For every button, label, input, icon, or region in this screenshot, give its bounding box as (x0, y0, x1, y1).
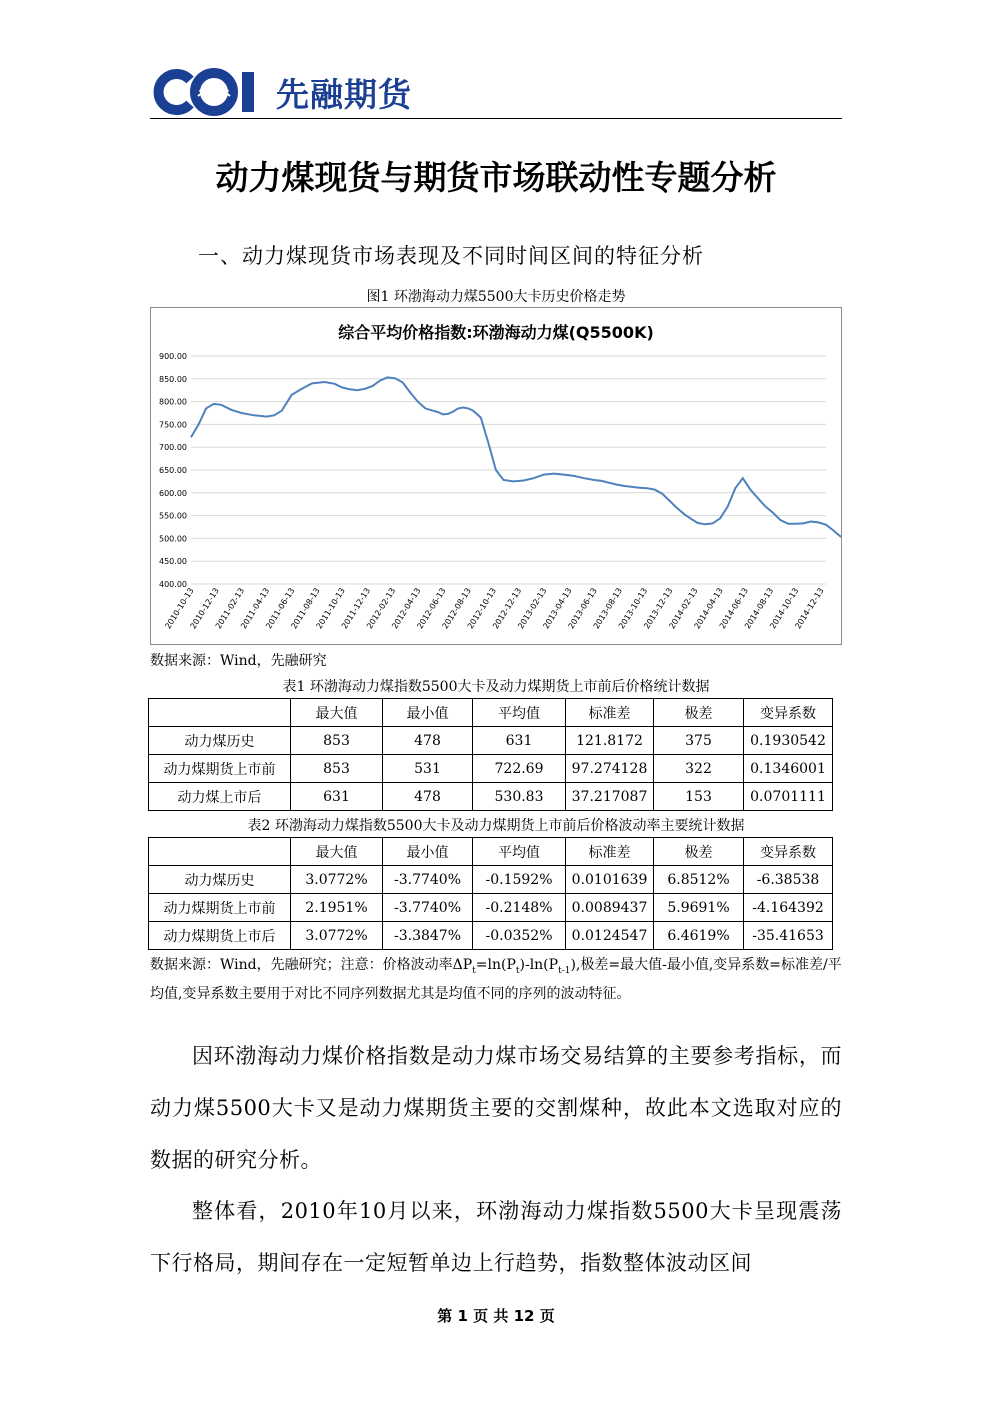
table-cell: -3.7740% (383, 866, 473, 894)
table-header-cell: 最大值 (291, 838, 383, 866)
table-cell: 375 (654, 727, 744, 755)
x-tick-label: 2011-12-13 (339, 586, 373, 631)
table-cell: 0.0101639 (566, 866, 654, 894)
x-tick-label: 2014-06-13 (717, 586, 751, 631)
table-cell: -3.7740% (383, 894, 473, 922)
table-cell: 478 (383, 727, 473, 755)
x-tick-label: 2014-02-13 (667, 586, 700, 631)
table-cell: 0.0089437 (566, 894, 654, 922)
table-header-cell: 极差 (654, 838, 744, 866)
table-cell: 动力煤历史 (149, 866, 291, 894)
table-cell: 530.83 (473, 783, 566, 811)
figure-source: 数据来源：Wind，先融研究 (150, 653, 327, 669)
table-row (149, 866, 833, 894)
body-paragraph: 因环渤海动力煤价格指数是动力煤市场交易结算的主要参考指标，而动力煤5500大卡又是动力煤期货主要的交割煤种，故此本文选取对应的数据的研究分析。 (150, 1044, 842, 1172)
table-header-cell: 最大值 (291, 699, 383, 727)
y-tick-label: 550.00 (159, 511, 187, 521)
table-cell: 853 (291, 755, 383, 783)
table-cell: -4.164392 (744, 894, 833, 922)
table-row (149, 922, 833, 950)
x-tick-label: 2012-10-13 (465, 586, 499, 631)
y-axis (159, 352, 187, 589)
header-divider (150, 118, 842, 119)
table-header-cell: 变异系数 (744, 838, 833, 866)
figure-caption: 图1 环渤海动力煤5500大卡历史价格走势 (366, 289, 626, 305)
x-tick-label: 2012-08-13 (440, 586, 473, 631)
x-tick-label: 2011-06-13 (264, 586, 297, 631)
table-cell: -35.41653 (744, 922, 833, 950)
x-tick-label: 2011-02-13 (213, 586, 247, 631)
y-tick-label: 700.00 (159, 443, 187, 453)
note-text: 数据来源：Wind，先融研究；注意：价格波动率ΔP (150, 957, 473, 973)
x-tick-label: 2013-06-13 (566, 586, 599, 631)
note-text: )-ln(P (519, 957, 559, 973)
y-tick-label: 900.00 (159, 352, 187, 361)
table-header-cell (149, 699, 291, 727)
x-axis (163, 586, 825, 630)
table2-caption: 表2 环渤海动力煤指数5500大卡及动力煤期货上市前后价格波动率主要统计数据 (247, 818, 745, 834)
y-tick-label: 400.00 (159, 580, 187, 589)
table-cell: 动力煤期货上市前 (149, 894, 291, 922)
y-tick-label: 750.00 (159, 420, 187, 430)
table-cell: 动力煤期货上市后 (149, 922, 291, 950)
note-text: ),极差=最大值-最小值,变异系数=标准差/平均值,变异系数主要用于对比不同序列数据尤其是均值不同的序列的波动特征。 (150, 957, 842, 1002)
table-note (150, 954, 842, 1006)
table-cell: 2.1951% (291, 894, 383, 922)
table-header-row (149, 699, 833, 727)
table2 (148, 837, 833, 950)
table-row (149, 894, 833, 922)
y-tick-label: 500.00 (159, 534, 187, 544)
table-cell: 0.1930542 (744, 727, 833, 755)
document-title: 动力煤现货与期货市场联动性专题分析 (215, 158, 777, 197)
x-tick-label: 2011-08-13 (289, 586, 322, 631)
table-cell: 153 (654, 783, 744, 811)
x-tick-label: 2012-12-13 (491, 586, 524, 631)
table-row (149, 727, 833, 755)
table-cell: 动力煤上市后 (149, 783, 291, 811)
table-cell: 37.217087 (566, 783, 654, 811)
table1 (148, 698, 833, 811)
x-tick-label: 2012-06-13 (415, 586, 448, 631)
company-logo (150, 66, 412, 118)
x-tick-label: 2013-02-13 (516, 586, 549, 631)
x-tick-label: 2010-12-13 (188, 586, 221, 631)
table-cell: 3.0772% (291, 866, 383, 894)
table-header-cell (149, 838, 291, 866)
x-tick-label: 2011-10-13 (314, 586, 347, 631)
table-cell: 853 (291, 727, 383, 755)
table-header-cell: 平均值 (473, 838, 566, 866)
table-cell: 6.8512% (654, 866, 744, 894)
table-header-cell: 最小值 (383, 699, 473, 727)
table-cell: 531 (383, 755, 473, 783)
note-sub: t-1 (558, 965, 571, 976)
note-sub: t (515, 965, 520, 976)
table-header-cell: 变异系数 (744, 699, 833, 727)
table-cell: 0.0701111 (744, 783, 833, 811)
logo-text: 先融期货 (276, 74, 412, 114)
x-tick-label: 2014-10-13 (768, 586, 801, 631)
body-paragraph: 整体看，2010年10月以来，环渤海动力煤指数5500大卡呈现震荡下行格局，期间存在一定短暂单边上行趋势，指数整体波动区间 (150, 1199, 842, 1275)
note-sub: t (472, 965, 476, 976)
table-cell: 3.0772% (291, 922, 383, 950)
y-tick-label: 850.00 (159, 374, 187, 384)
table-cell: 478 (383, 783, 473, 811)
y-tick-label: 650.00 (159, 466, 187, 475)
x-tick-label: 2012-02-13 (365, 586, 398, 631)
table-cell: 631 (473, 727, 566, 755)
x-tick-label: 2013-04-13 (541, 586, 574, 631)
table-header-cell: 最小值 (383, 838, 473, 866)
x-tick-label: 2014-08-13 (742, 586, 776, 631)
table-cell: 6.4619% (654, 922, 744, 950)
y-tick-label: 800.00 (159, 397, 187, 407)
page-footer: 第 1 页 共 12 页 (437, 1307, 555, 1325)
price-chart-svg (151, 308, 841, 644)
section-heading: 一、动力煤现货市场表现及不同时间区间的特征分析 (198, 244, 704, 268)
table-cell: 121.8172 (566, 727, 654, 755)
table-cell: 722.69 (473, 755, 566, 783)
table-header-cell: 平均值 (473, 699, 566, 727)
chart-grid (191, 356, 826, 584)
x-tick-label: 2014-04-13 (692, 586, 725, 631)
x-tick-label: 2013-08-13 (591, 586, 625, 631)
table-cell: 631 (291, 783, 383, 811)
x-tick-label: 2010-10-13 (163, 586, 196, 631)
x-tick-label: 2013-12-13 (642, 586, 675, 631)
table-cell: -0.1592% (473, 866, 566, 894)
table-header-cell: 极差 (654, 699, 744, 727)
table-cell: -0.2148% (473, 894, 566, 922)
table-cell: 动力煤期货上市前 (149, 755, 291, 783)
x-tick-label: 2011-04-13 (239, 586, 272, 631)
table-cell: -0.0352% (473, 922, 566, 950)
note-text: =ln(P (475, 957, 516, 973)
y-tick-label: 600.00 (159, 488, 187, 498)
x-tick-label: 2013-10-13 (616, 586, 650, 631)
table-row (149, 755, 833, 783)
table1-caption: 表1 环渤海动力煤指数5500大卡及动力煤期货上市前后价格统计数据 (282, 679, 710, 695)
table-row (149, 783, 833, 811)
table-header-cell: 标准差 (566, 838, 654, 866)
table-cell: 5.9691% (654, 894, 744, 922)
logo-mark-icon (150, 66, 268, 118)
table-cell: 动力煤历史 (149, 727, 291, 755)
x-tick-label: 2012-04-13 (390, 586, 423, 631)
table-cell: 322 (654, 755, 744, 783)
price-chart (150, 307, 842, 645)
table-cell: 97.274128 (566, 755, 654, 783)
table-header-cell: 标准差 (566, 699, 654, 727)
chart-title: 综合平均价格指数:环渤海动力煤(Q5500K) (338, 323, 654, 342)
x-tick-label: 2014-12-13 (793, 586, 826, 631)
table-cell: -6.38538 (744, 866, 833, 894)
table-header-row (149, 838, 833, 866)
y-tick-label: 450.00 (159, 557, 187, 567)
table-cell: 0.0124547 (566, 922, 654, 950)
table-cell: -3.3847% (383, 922, 473, 950)
table-cell: 0.1346001 (744, 755, 833, 783)
